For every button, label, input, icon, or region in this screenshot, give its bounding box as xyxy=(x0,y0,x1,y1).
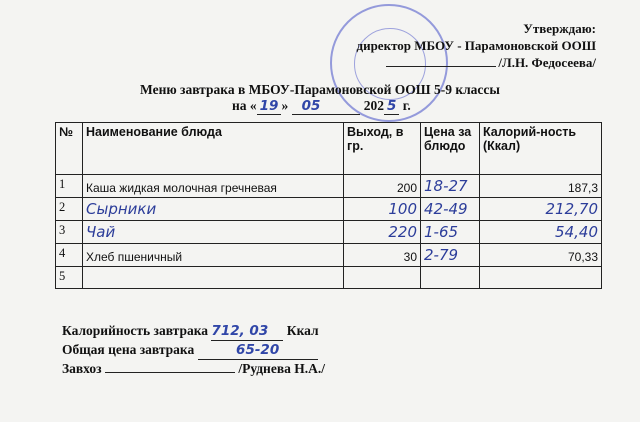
calories-value: 712, 03 xyxy=(211,323,283,341)
row-output: 200 xyxy=(344,175,421,198)
row-calories: 54,40 xyxy=(480,221,602,244)
row-name: Чай xyxy=(83,221,344,244)
date-day: 19 xyxy=(257,98,282,115)
row-output xyxy=(344,267,421,289)
row-no: 2 xyxy=(56,198,83,221)
row-calories xyxy=(480,267,602,289)
row-price: 42-49 xyxy=(421,198,480,221)
row-price: 18-27 xyxy=(421,175,480,198)
date-year-digit: 5 xyxy=(384,98,399,115)
manager-label: Завхоз xyxy=(62,361,102,376)
price-value: 65-20 xyxy=(198,342,318,360)
calories-unit: Ккал xyxy=(286,323,319,338)
header-output: Выход, в гр. xyxy=(344,123,421,175)
table-row xyxy=(56,221,602,244)
header-no: № xyxy=(56,123,83,175)
row-calories: 70,33 xyxy=(480,244,602,267)
row-price: 1-65 xyxy=(421,221,480,244)
menu-date: на « 19 » 05 202 5 г. xyxy=(232,98,411,114)
director-name: /Л.Н. Федосеева/ xyxy=(498,55,596,70)
manager-signature xyxy=(105,372,235,373)
row-output: 100 xyxy=(344,198,421,221)
row-name: Сырники xyxy=(83,198,344,221)
row-calories: 187,3 xyxy=(480,175,602,198)
row-name xyxy=(83,267,344,289)
table-header-row xyxy=(56,123,602,175)
row-price xyxy=(421,267,480,289)
row-no: 5 xyxy=(56,267,83,289)
header-calories: Калорий-ность (Ккал) xyxy=(480,123,602,175)
menu-table xyxy=(55,122,602,289)
table-row xyxy=(56,244,602,267)
approval-block xyxy=(357,20,596,71)
calories-label: Калорийность завтрака xyxy=(62,323,209,338)
summary-block xyxy=(62,322,325,377)
table-row xyxy=(56,198,602,221)
signature-line xyxy=(386,66,496,67)
row-no: 1 xyxy=(56,175,83,198)
manager-name: /Руднева Н.А./ xyxy=(238,361,325,376)
menu-title: Меню завтрака в МБОУ-Парамоновской ООШ 5-9 классы xyxy=(140,82,500,97)
table-row xyxy=(56,267,602,289)
header-name: Наименование блюда xyxy=(83,123,344,175)
row-no: 3 xyxy=(56,221,83,244)
row-no: 4 xyxy=(56,244,83,267)
row-calories: 212,70 xyxy=(480,198,602,221)
row-price: 2-79 xyxy=(421,244,480,267)
header-price: Цена за блюдо xyxy=(421,123,480,175)
table-row xyxy=(56,175,602,198)
price-label: Общая цена завтрака xyxy=(62,342,195,357)
date-month: 05 xyxy=(292,98,361,115)
row-output: 30 xyxy=(344,244,421,267)
director-line: директор МБОУ - Парамоновской ООШ xyxy=(356,38,596,53)
row-name: Каша жидкая молочная гречневая xyxy=(83,175,344,198)
row-name: Хлеб пшеничный xyxy=(83,244,344,267)
approve-label: Утверждаю: xyxy=(523,21,596,36)
row-output: 220 xyxy=(344,221,421,244)
